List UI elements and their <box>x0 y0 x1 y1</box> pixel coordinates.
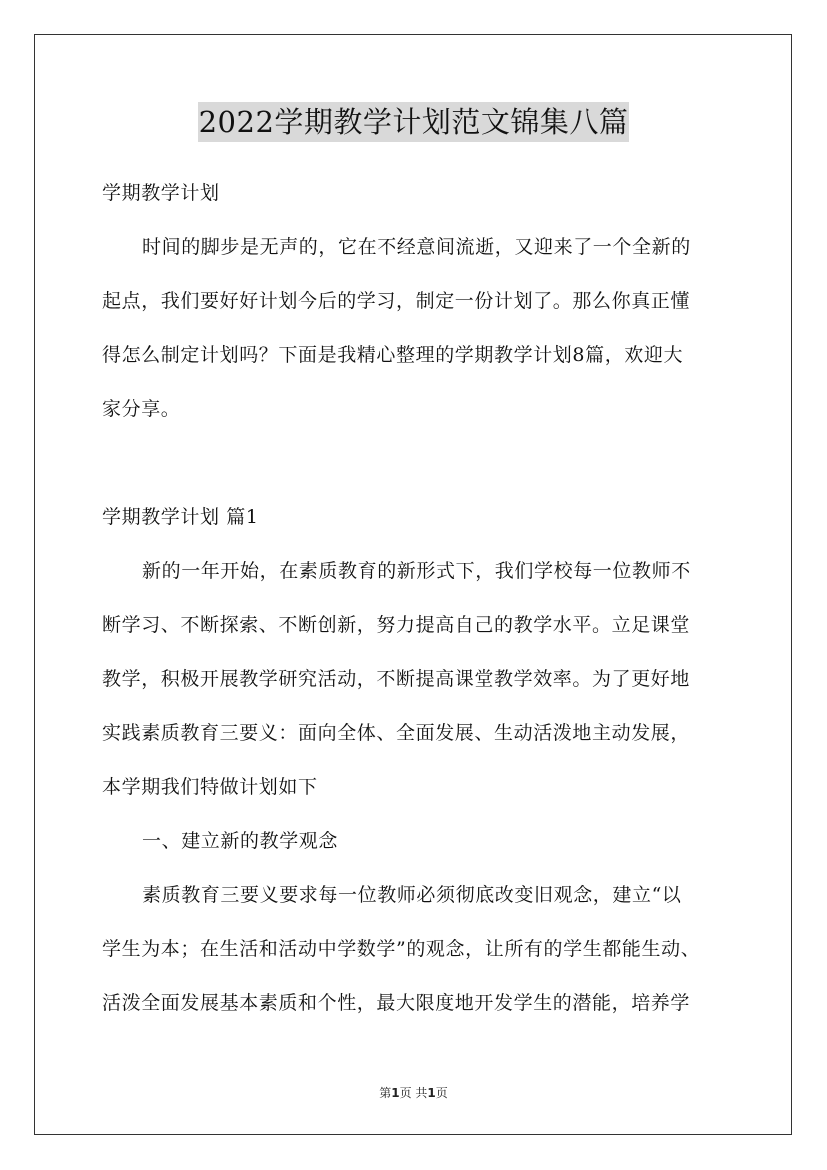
paragraph-line: 家分享。 <box>102 398 181 420</box>
title-wrap <box>0 102 827 142</box>
footer-page-total: 1 <box>427 1086 436 1100</box>
footer-page-suffix: 页 <box>435 1086 448 1100</box>
paragraph-line: 学生为本；在生活和活动中学数学”的观念，让所有的学生都能生动、 <box>102 938 701 960</box>
footer-page-number: 1 <box>391 1086 400 1100</box>
paragraph-line: 得怎么制定计划吗？下面是我精心整理的学期教学计划8篇，欢迎大 <box>102 344 684 366</box>
subsection-heading: 一、建立新的教学观念 <box>142 830 339 852</box>
section-heading: 学期教学计划 <box>102 182 220 204</box>
paragraph-line: 起点，我们要好好计划今后的学习，制定一份计划了。那么你真正懂 <box>102 290 691 312</box>
paragraph-line: 教学，积极开展教学研究活动，不断提高课堂教学效率。为了更好地 <box>102 668 691 690</box>
footer-page-mid: 页 共 <box>399 1086 428 1100</box>
paragraph-line: 时间的脚步是无声的，它在不经意间流逝，又迎来了一个全新的 <box>142 236 691 258</box>
document-title: 2022学期教学计划范文锦集八篇 <box>198 102 630 142</box>
paragraph-line: 断学习、不断探索、不断创新，努力提高自己的教学水平。立足课堂 <box>102 614 691 636</box>
paragraph-gap <box>102 436 724 490</box>
footer-page-prefix: 第 <box>379 1086 392 1100</box>
section-heading: 学期教学计划 篇1 <box>102 506 259 528</box>
paragraph-line: 本学期我们特做计划如下 <box>102 776 318 798</box>
paragraph-line: 实践素质教育三要义：面向全体、全面发展、生动活泼地主动发展， <box>102 722 691 744</box>
paragraph-line: 新的一年开始，在素质教育的新形式下，我们学校每一位教师不 <box>142 560 691 582</box>
paragraph-line: 素质教育三要义要求每一位教师必须彻底改变旧观念，建立“以 <box>142 884 682 906</box>
page-footer <box>0 1084 827 1101</box>
document-body <box>102 166 724 1030</box>
paragraph-line: 活泼全面发展基本素质和个性，最大限度地开发学生的潜能，培养学 <box>102 992 691 1014</box>
